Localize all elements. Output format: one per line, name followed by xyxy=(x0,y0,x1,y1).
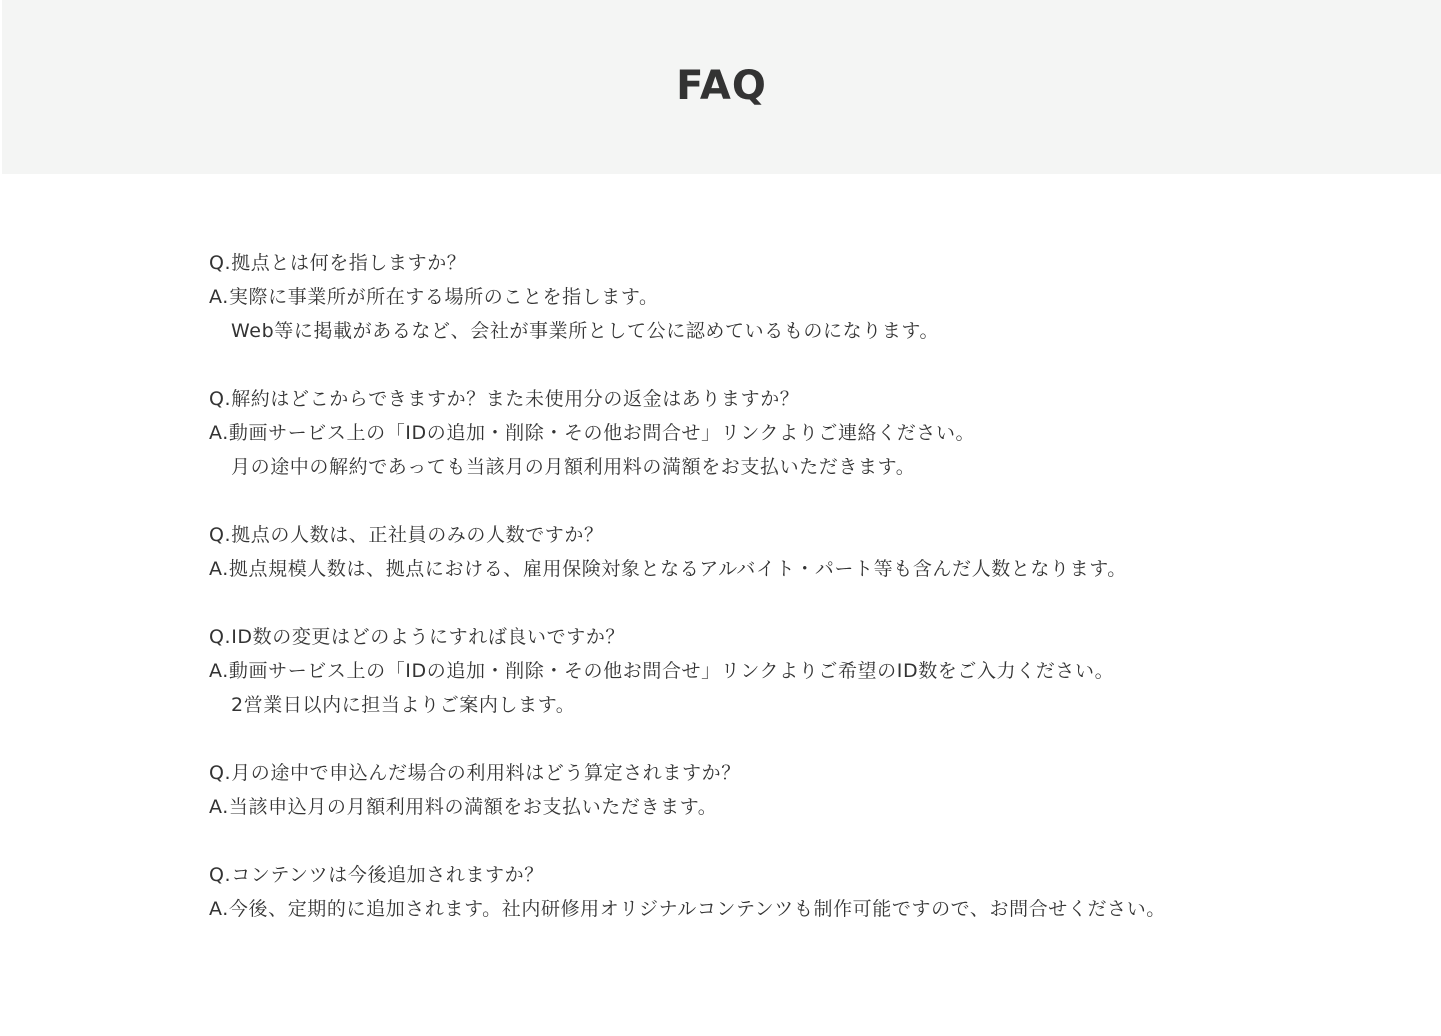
faq-list xyxy=(209,246,1309,960)
faq-item xyxy=(209,518,1309,586)
page-title: FAQ xyxy=(676,63,767,109)
faq-question: Q.ID数の変更はどのようにすれば良いですか？ xyxy=(209,626,626,648)
faq-question: Q.コンテンツは今後追加されますか？ xyxy=(209,864,544,886)
faq-answer: A.拠点規模人数は、拠点における、雇用保険対象となるアルバイト・パート等も含んだ人数となります。 xyxy=(209,558,1127,580)
faq-question: Q.解約はどこからできますか？また未使用分の返金はありますか？ xyxy=(209,388,800,410)
faq-answer: A.今後、定期的に追加されます。社内研修用オリジナルコンテンツも制作可能ですので、お問合せください。 xyxy=(209,898,1166,920)
page-header xyxy=(2,0,1441,174)
faq-question: Q.拠点の人数は、正社員のみの人数ですか？ xyxy=(209,524,604,546)
faq-answer-continued: 月の途中の解約であっても当該月の月額利用料の満額をお支払いただきます。 xyxy=(231,456,916,478)
faq-item xyxy=(209,620,1309,722)
faq-item xyxy=(209,858,1309,926)
faq-item xyxy=(209,246,1309,348)
faq-item xyxy=(209,756,1309,824)
faq-question: Q.月の途中で申込んだ場合の利用料はどう算定されますか？ xyxy=(209,762,741,784)
faq-answer: A.当該申込月の月額利用料の満額をお支払いただきます。 xyxy=(209,796,718,818)
faq-question: Q.拠点とは何を指しますか？ xyxy=(209,252,467,274)
faq-answer: A.動画サービス上の「IDの追加・削除・その他お問合せ」リンクよりご希望のID数をご入力ください。 xyxy=(209,660,1115,682)
faq-answer: A.実際に事業所が所在する場所のことを指します。 xyxy=(209,286,659,308)
faq-item xyxy=(209,382,1309,484)
faq-answer-continued: 2営業日以内に担当よりご案内します。 xyxy=(231,694,576,716)
faq-answer: A.動画サービス上の「IDの追加・削除・その他お問合せ」リンクよりご連絡ください。 xyxy=(209,422,976,444)
faq-answer-continued: Web等に掲載があるなど、会社が事業所として公に認めているものになります。 xyxy=(231,320,940,342)
